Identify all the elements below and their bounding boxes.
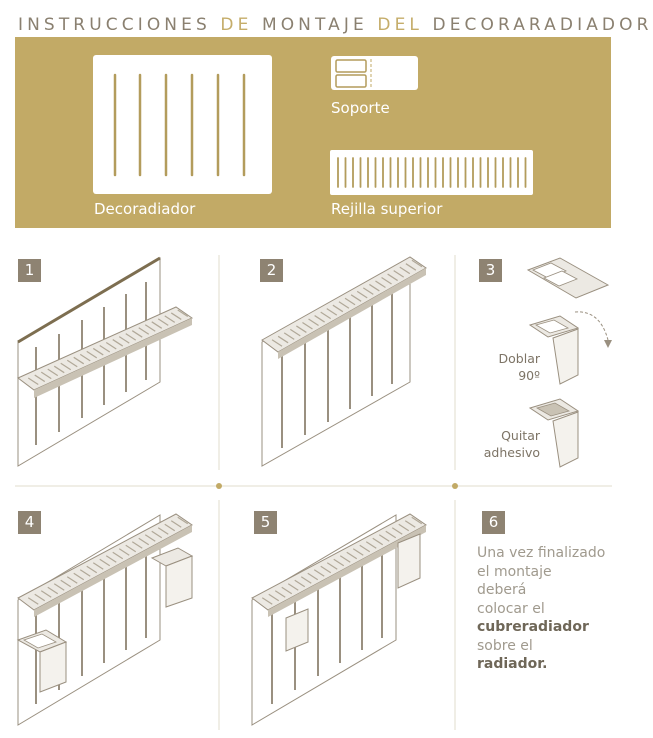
grid-dot (216, 483, 222, 489)
step3-fold-label (480, 350, 540, 384)
title-word-de: DE (220, 15, 253, 35)
fold-line2: 90º (518, 368, 540, 383)
remove-line1: Quitar (501, 428, 540, 443)
final-line1: Una vez finalizado (477, 545, 606, 561)
step-4-badge: 4 (18, 511, 41, 534)
final-bold2: radiador. (477, 656, 548, 672)
soporte-illustration (331, 56, 418, 90)
title-word-instrucciones: INSTRUCCIONES (18, 15, 211, 35)
title-word-decoraradiador: DECORARADIADOR (432, 15, 653, 35)
final-line4: colocar el (477, 600, 545, 617)
label-soporte: Soporte (331, 99, 390, 117)
final-instructions (477, 544, 617, 674)
step-6-badge: 6 (482, 511, 505, 534)
step3-remove-label (470, 427, 540, 461)
label-rejilla: Rejilla superior (331, 200, 443, 218)
final-bold1: cubreradiador (477, 619, 589, 635)
step-5-badge: 5 (254, 511, 277, 534)
fold-line1: Doblar (498, 351, 540, 366)
final-line3: deberá (477, 582, 527, 598)
step2-illustration (262, 257, 426, 466)
decoradiador-illustration (93, 55, 272, 194)
step-1-badge: 1 (18, 259, 41, 282)
step1-illustration (18, 258, 192, 466)
grid-dot (452, 483, 458, 489)
title-word-del: DEL (377, 15, 423, 35)
remove-line2: adhesivo (483, 445, 540, 460)
title-word-montaje: MONTAJE (261, 15, 368, 35)
rejilla-illustration (330, 150, 533, 195)
final-line2: el montaje (477, 563, 552, 580)
step5-illustration (252, 514, 426, 725)
step4-illustration (18, 514, 192, 725)
step3-illustration (528, 258, 612, 467)
step-3-badge: 3 (479, 259, 502, 282)
label-decoradiador: Decoradiador (94, 200, 196, 218)
step-2-badge: 2 (260, 259, 283, 282)
final-line5: sobre el (477, 637, 533, 654)
